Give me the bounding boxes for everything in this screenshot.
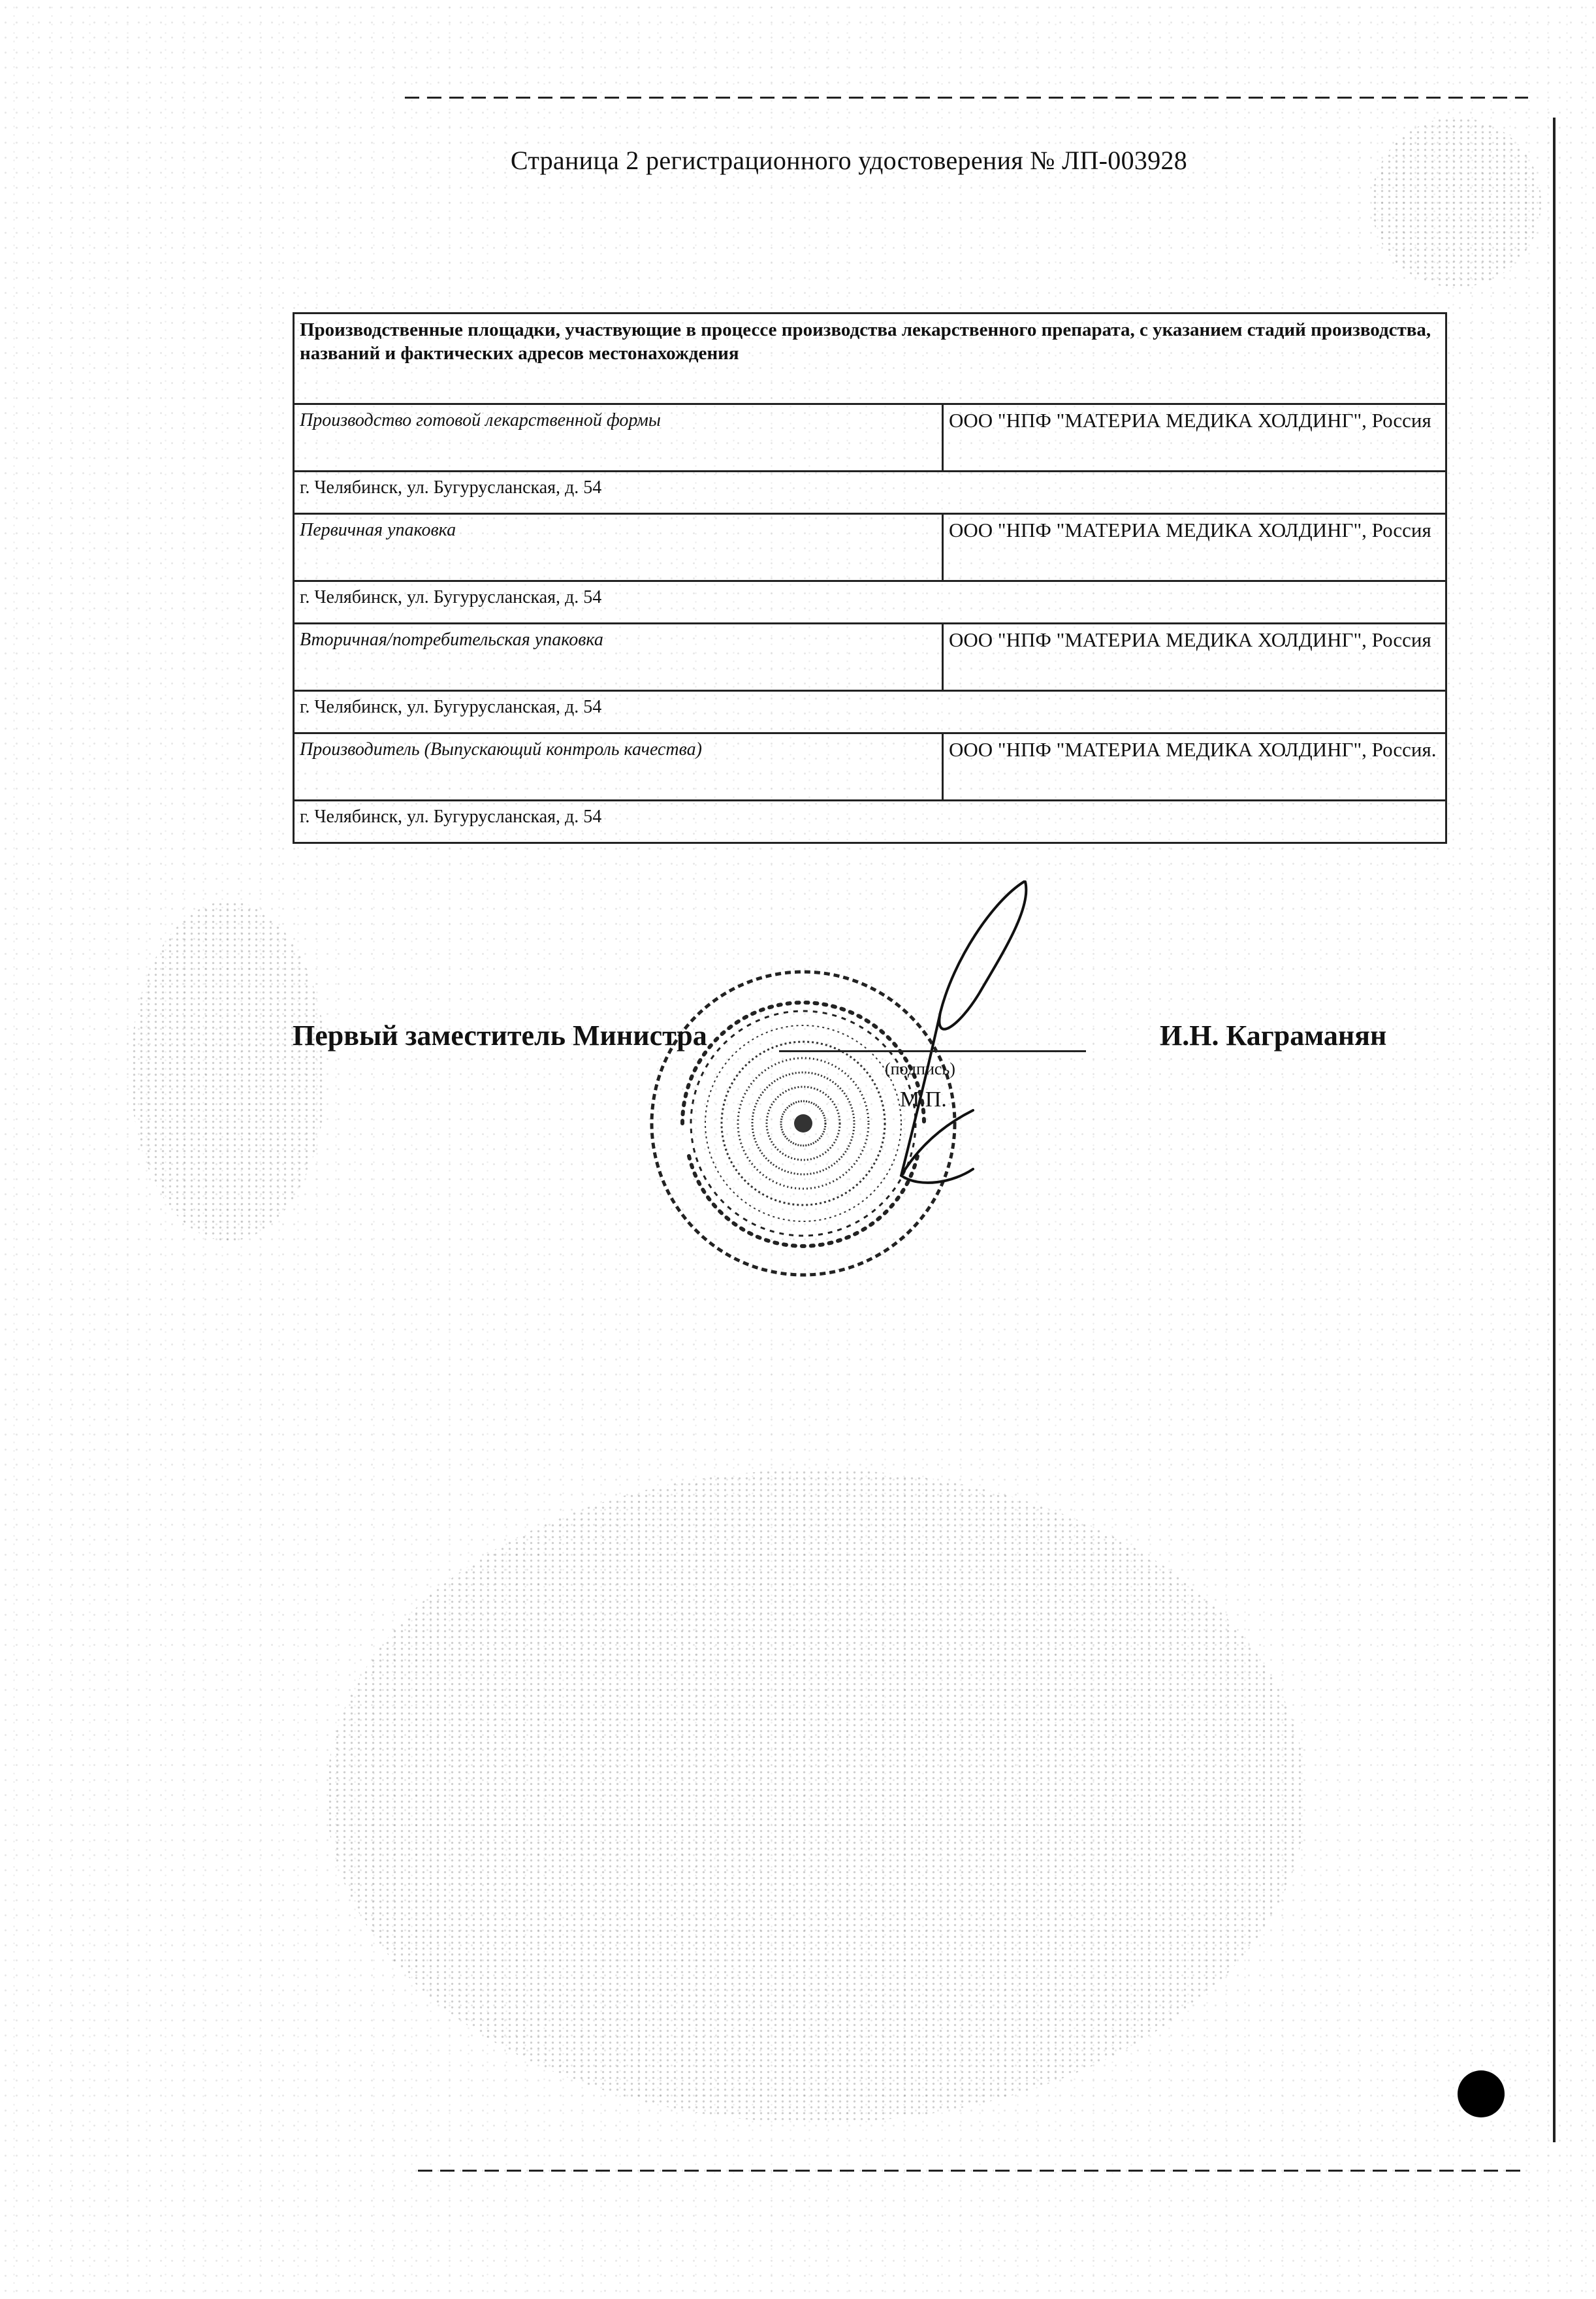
address-cell: г. Челябинск, ул. Бугурусланская, д. 54 [294, 691, 1446, 733]
table-row [294, 404, 1446, 472]
table-row [294, 624, 1446, 691]
seal-caption: М.П. [900, 1087, 947, 1112]
stage-cell: Производство готовой лекарственной формы [294, 404, 943, 472]
page-title: Страница 2 регистрационного удостоверения № ЛП-003928 [510, 146, 1188, 175]
table-row [294, 733, 1446, 801]
manufacturer-cell: ООО "НПФ "МАТЕРИА МЕДИКА ХОЛДИНГ", Россия [943, 624, 1446, 691]
scan-noise-top-right [1371, 118, 1541, 287]
manufacturer-cell: ООО "НПФ "МАТЕРИА МЕДИКА ХОЛДИНГ", Россия [943, 514, 1446, 581]
table-row [294, 514, 1446, 581]
scan-noise-lower [327, 1470, 1306, 2123]
table-header-row [294, 314, 1446, 404]
signatory-name: И.Н. Каграманян [1160, 1020, 1387, 1052]
address-row [294, 801, 1446, 843]
signature-caption: (подпись) [885, 1059, 955, 1078]
bottom-dashed-line [418, 2170, 1528, 2172]
top-dashed-line [405, 97, 1528, 99]
signature-block [293, 1019, 1455, 1058]
manufacturer-cell: ООО "НПФ "МАТЕРИА МЕДИКА ХОЛДИНГ", Россия [943, 404, 1446, 472]
manufacturer-cell: ООО "НПФ "МАТЕРИА МЕДИКА ХОЛДИНГ", Россия. [943, 733, 1446, 801]
stage-cell: Вторичная/потребительская упаковка [294, 624, 943, 691]
signatory-position: Первый заместитель Министра [293, 1020, 707, 1052]
table-header: Производственные площадки, участвующие в процессе производства лекарственного препарата, с указанием стадий производства, названий и фактических адресов местонахождения [294, 314, 1446, 404]
address-cell: г. Челябинск, ул. Бугурусланская, д. 54 [294, 581, 1446, 624]
address-row [294, 691, 1446, 733]
right-edge-line [1553, 118, 1556, 2142]
scan-noise-left [131, 901, 327, 1241]
address-row [294, 472, 1446, 514]
punch-hole-mark [1458, 2070, 1505, 2117]
production-sites-table [293, 312, 1447, 844]
signature-line [779, 1050, 1086, 1052]
stage-cell: Первичная упаковка [294, 514, 943, 581]
address-cell: г. Челябинск, ул. Бугурусланская, д. 54 [294, 801, 1446, 843]
address-row [294, 581, 1446, 624]
address-cell: г. Челябинск, ул. Бугурусланская, д. 54 [294, 472, 1446, 514]
stage-cell: Производитель (Выпускающий контроль качества) [294, 733, 943, 801]
